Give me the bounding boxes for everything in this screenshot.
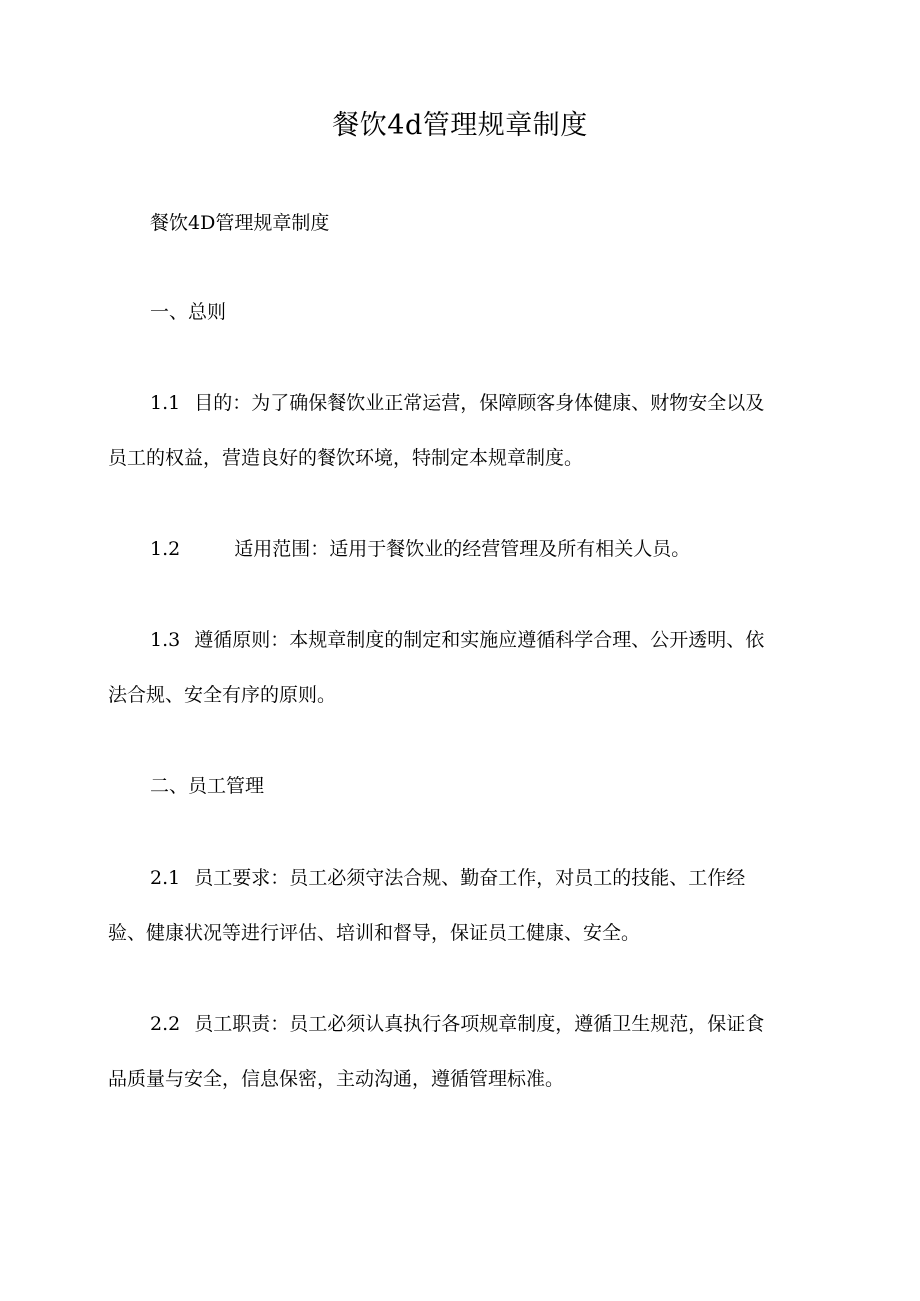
clause-text: 员工要求：员工必须守法合规、勤奋工作，对员工的技能、工作经 xyxy=(194,867,746,889)
section-heading: 一、总则 xyxy=(150,301,227,323)
clause-number: 1.3 xyxy=(150,629,181,651)
clause-number: 1.1 xyxy=(150,392,181,414)
clause-2-1 xyxy=(108,864,808,892)
clause-1-2 xyxy=(108,535,808,563)
clause-2-1-continuation: 验、健康状况等进行评估、培训和督导，保证员工健康、安全。 xyxy=(108,922,641,944)
clause-number: 2.2 xyxy=(150,1013,181,1035)
clause-number: 1.2 xyxy=(150,538,181,560)
clause-number: 2.1 xyxy=(150,867,181,889)
document-subtitle: 餐饮4D管理规章制度 xyxy=(150,212,330,234)
clause-text: 目的：为了确保餐饮业正常运营，保障顾客身体健康、财物安全以及 xyxy=(194,392,765,414)
section-heading: 二、员工管理 xyxy=(150,775,265,797)
clause-2-2-continuation: 品质量与安全，信息保密，主动沟通，遵循管理标准。 xyxy=(108,1068,565,1090)
clause-text: 遵循原则：本规章制度的制定和实施应遵循科学合理、公开透明、依 xyxy=(194,629,765,651)
document-title: 餐饮4d管理规章制度 xyxy=(332,110,588,141)
clause-1-1 xyxy=(108,389,808,417)
clause-text: 员工职责：员工必须认真执行各项规章制度，遵循卫生规范，保证食 xyxy=(194,1013,765,1035)
clause-text: 适用范围：适用于餐饮业的经营管理及所有相关人员。 xyxy=(234,538,691,560)
clause-1-3 xyxy=(108,626,808,654)
clause-1-1-continuation: 员工的权益，营造良好的餐饮环境，特制定本规章制度。 xyxy=(108,447,584,469)
clause-2-2 xyxy=(108,1010,808,1038)
clause-1-3-continuation: 法合规、安全有序的原则。 xyxy=(108,684,337,706)
